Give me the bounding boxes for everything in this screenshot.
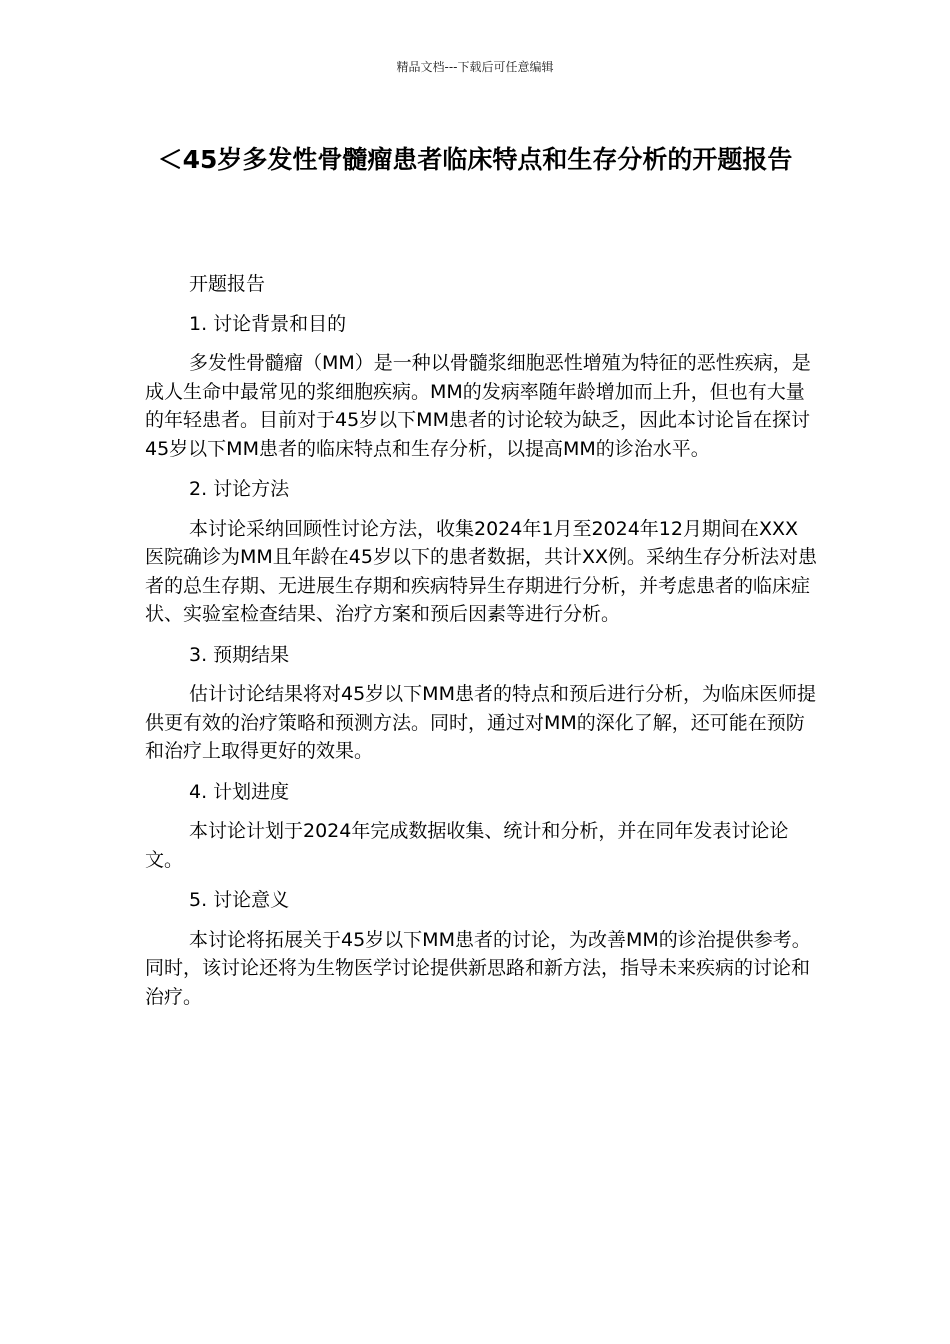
section-paragraph: 本讨论采纳回顾性讨论方法，收集2024年1月至2024年12月期间在XXX医院确诊为MM且年龄在45岁以下的患者数据，共计XX例。采纳生存分析法对患者的总生存期、无进展生存期和疾病特异生存期进行分析，并考虑患者的临床症状、实验室检查结果、治疗方案和预后因素等进行分析。	[145, 517, 817, 625]
document-title: ＜45岁多发性骨髓瘤患者临床特点和生存分析的开题报告	[157, 145, 793, 174]
section-paragraph: 多发性骨髓瘤（MM）是一种以骨髓浆细胞恶性增殖为特征的恶性疾病，是成人生命中最常见的浆细胞疾病。MM的发病率随年龄增加而上升，但也有大量的年轻患者。目前对于45岁以下MM患者的讨论较为缺乏，因此本讨论旨在探讨45岁以下MM患者的临床特点和生存分析，以提高MM的诊治水平。	[145, 352, 811, 460]
section-paragraph: 本讨论将拓展关于45岁以下MM患者的讨论，为改善MM的诊治提供参考。同时，该讨论还将为生物医学讨论提供新思路和新方法，指导未来疾病的讨论和治疗。	[145, 928, 811, 1008]
section-heading: 2. 讨论方法	[189, 478, 290, 500]
section-heading: 5. 讨论意义	[189, 889, 290, 911]
report-label: 开题报告	[189, 273, 266, 295]
section-heading: 4. 计划进度	[189, 780, 290, 803]
section-paragraph: 本讨论计划于2024年完成数据收集、统计和分析，并在同年发表讨论论文。	[145, 820, 789, 871]
section-paragraph: 估计讨论结果将对45岁以下MM患者的特点和预后进行分析，为临床医师提供更有效的治疗策略和预测方法。同时，通过对MM的深化了解，还可能在预防和治疗上取得更好的效果。	[145, 683, 816, 762]
section-heading: 1. 讨论背景和目的	[189, 312, 347, 335]
section-heading: 3. 预期结果	[189, 643, 290, 666]
document-body	[145, 270, 817, 1023]
page-header: 精品文档---下载后可任意编辑	[396, 60, 554, 74]
